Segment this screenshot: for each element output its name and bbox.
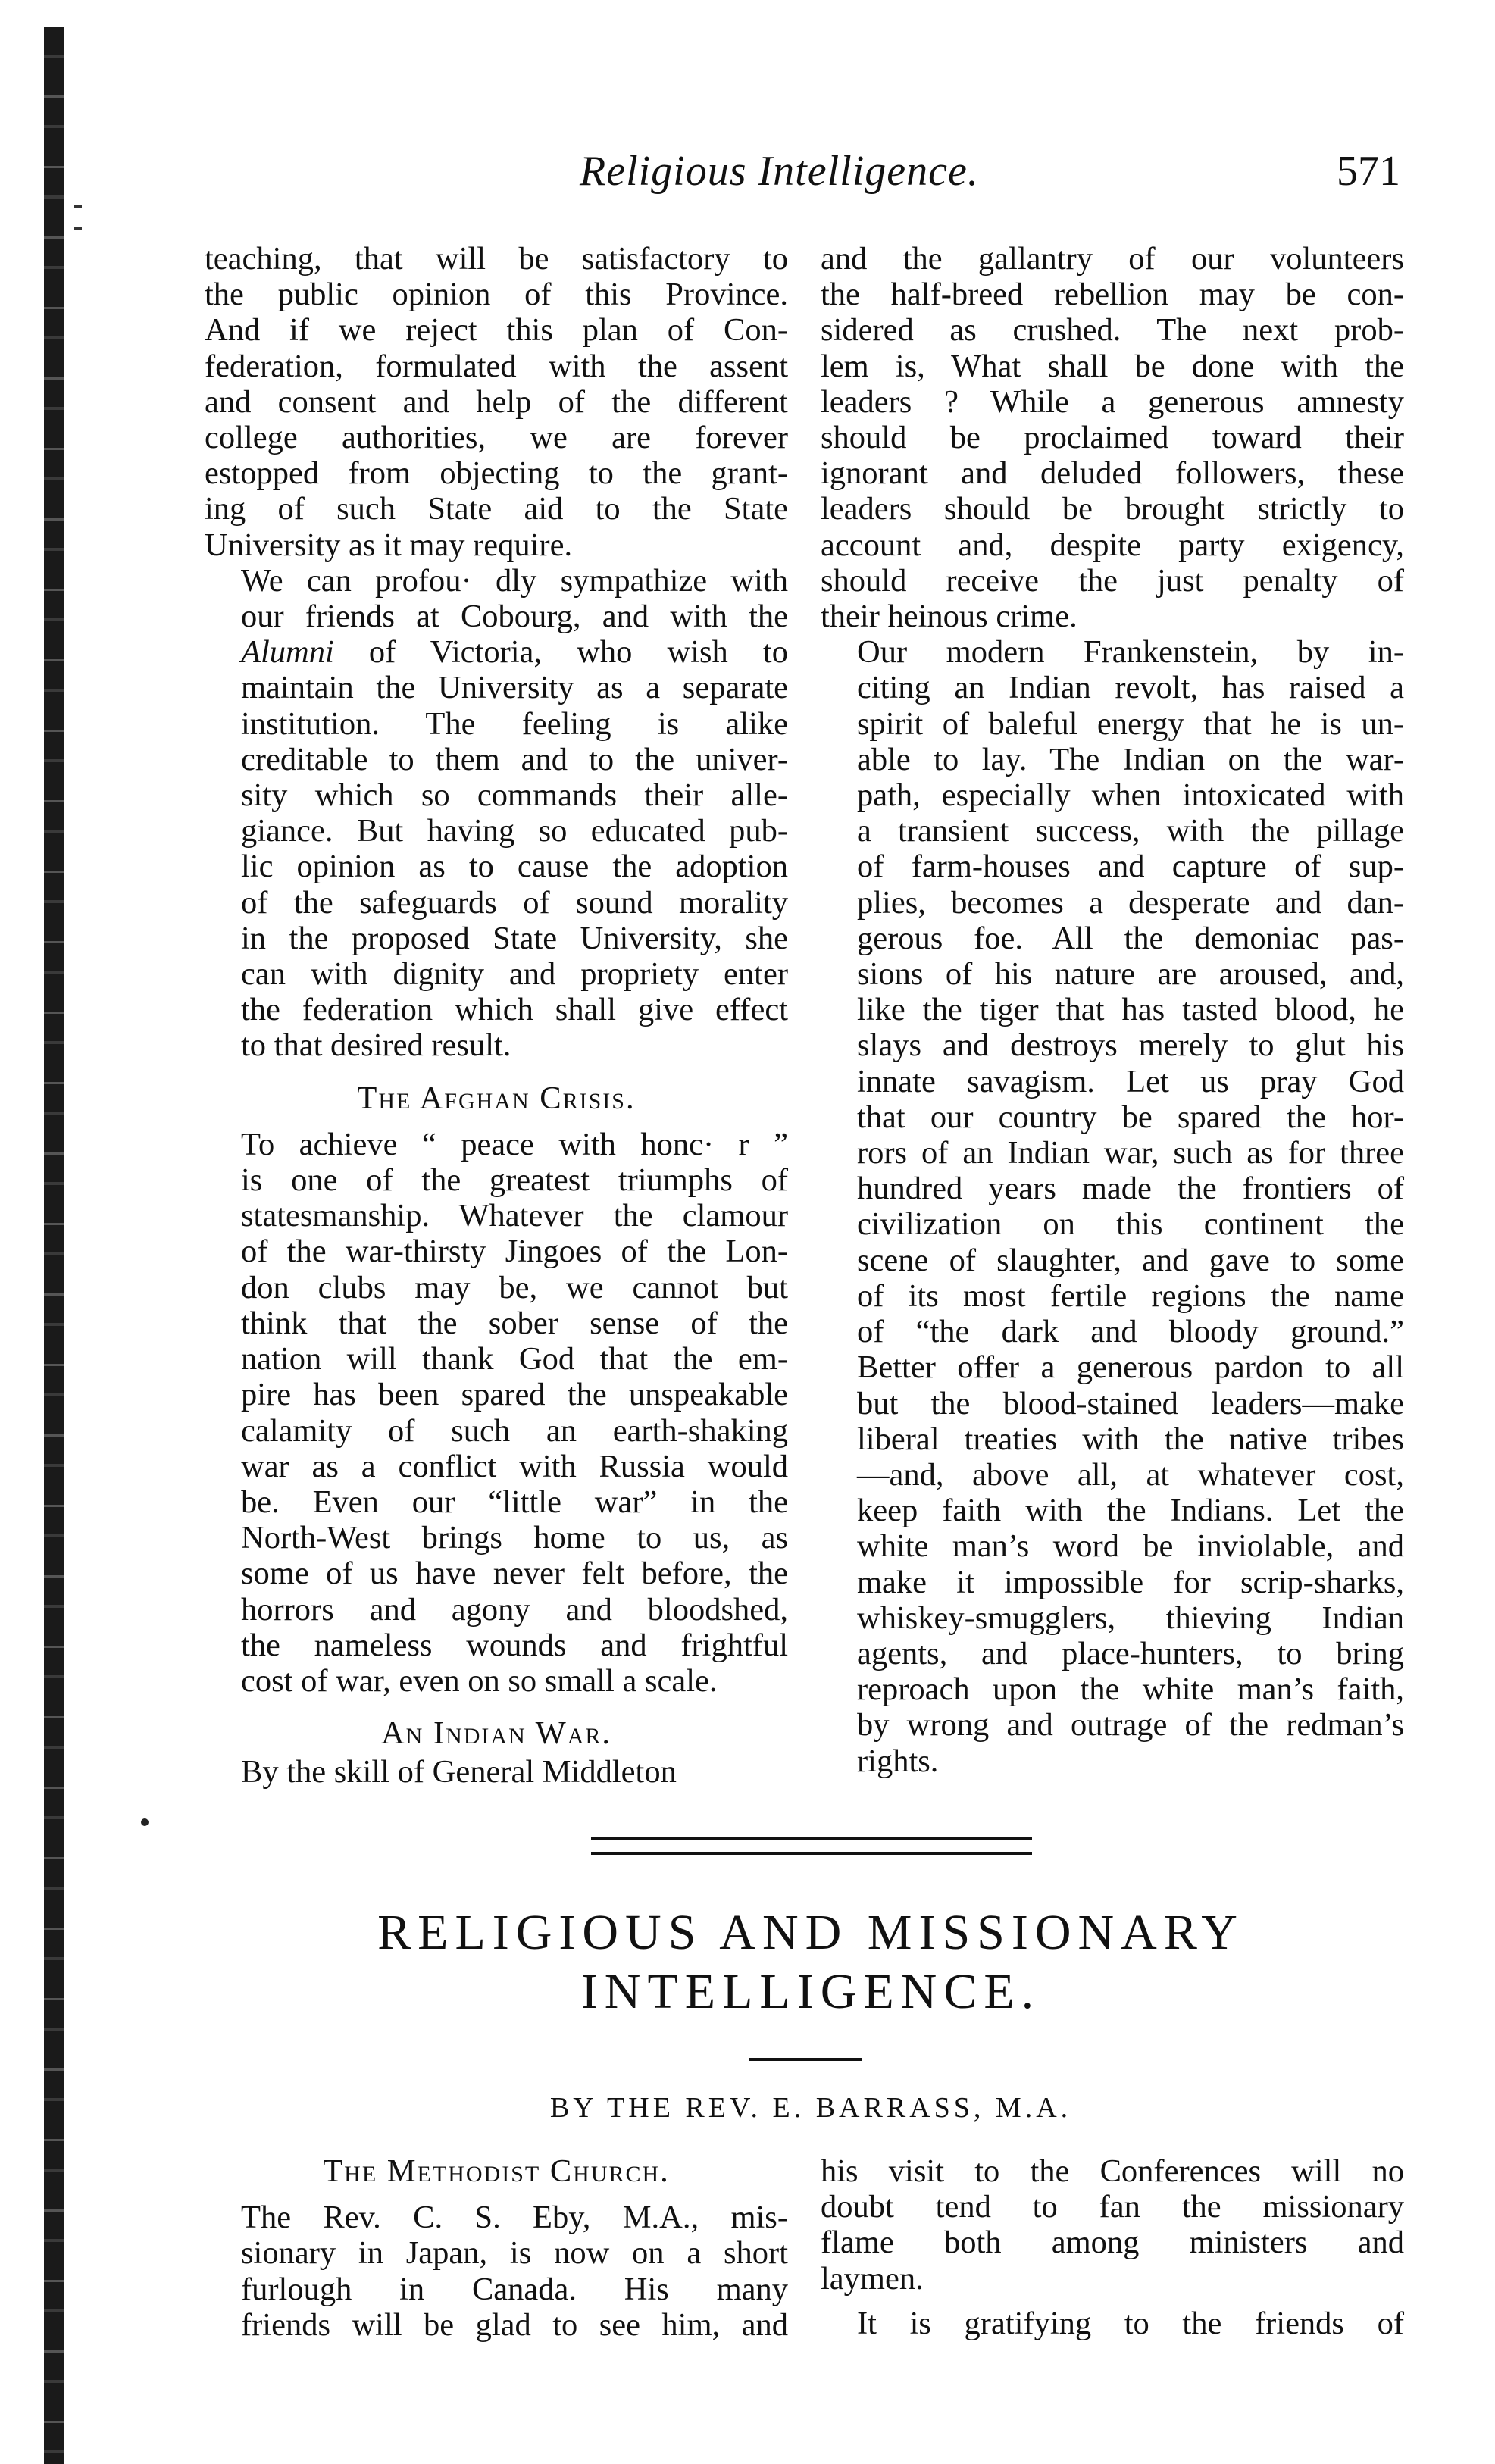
lower-left-column (205, 2153, 788, 2343)
text-line: the public opinion of this Province. (205, 277, 788, 313)
text-line: able to lay. The Indian on the war- (857, 741, 1404, 777)
spine-mark (74, 227, 82, 230)
text-line: the federation which shall give effect (241, 992, 788, 1028)
subheading-afghan-crisis: The Afghan Crisis. (357, 1080, 636, 1116)
text-line: sionary in Japan, is now on a short (241, 2235, 788, 2272)
page-header (205, 142, 1417, 203)
spine-mark (74, 205, 82, 208)
paragraph (821, 2153, 1404, 2297)
byline: BY THE REV. E. BARRASS, M.A. (549, 2092, 1072, 2124)
text-line: giance. But having so educated pub- (241, 813, 788, 849)
text-line: calamity of such an earth-shaking (241, 1412, 788, 1449)
text-line: North-West brings home to us, as (241, 1520, 788, 1556)
text-line: civilization on this continent the (857, 1206, 1404, 1243)
text-line: We can profou· dly sympathize with (241, 562, 788, 599)
text-line: innate savagism. Let us pray God (857, 1063, 1404, 1099)
paragraph (205, 1754, 788, 1790)
text-line: nation will thank God that the em- (241, 1341, 788, 1377)
text-line: Alumni of Victoria, who wish to (241, 634, 788, 671)
text-line: by wrong and outrage of the redman’s (857, 1707, 1404, 1743)
text-line: of farm-houses and capture of sup- (857, 849, 1404, 885)
text-line: path, especially when intoxicated with (857, 777, 1404, 814)
text-line: friends will be glad to see him, and (241, 2306, 788, 2343)
subheading-indian-war: An Indian War. (380, 1715, 612, 1752)
text-line: federation, formulated with the assent (205, 348, 788, 384)
text-line: whiskey-smugglers, thieving Indian (857, 1599, 1404, 1636)
margin-dot (141, 1818, 149, 1826)
text-line: don clubs may be, we cannot but (241, 1269, 788, 1305)
running-title: Religious Intelligence. (580, 148, 979, 195)
section-title (205, 1903, 1417, 2022)
text-line: Our modern Frankenstein, by in- (857, 634, 1404, 671)
text-line: institution. The feeling is alike (241, 705, 788, 742)
paragraph (821, 634, 1404, 1779)
text-line: sidered as crushed. The next prob- (821, 312, 1404, 349)
text-line: that our country be spared the hor- (857, 1099, 1404, 1135)
text-line: By the skill of General Middleton (241, 1754, 677, 1790)
text-line: his visit to the Conferences will no (821, 2153, 1404, 2189)
text-line: should receive the just penalty of (821, 562, 1404, 599)
text-line: furlough in Canada. His many (241, 2271, 788, 2307)
paragraph (205, 563, 788, 1064)
text-line: University as it may require. (205, 527, 573, 563)
text-line: and consent and help of the different (205, 383, 788, 420)
text-line: their heinous crime. (821, 599, 1077, 635)
text-line: leaders should be brought strictly to (821, 491, 1404, 527)
text-line: Better offer a generous pardon to all (857, 1349, 1404, 1386)
paragraph (205, 2200, 788, 2343)
text-line: creditable to them and to the univer- (241, 741, 788, 777)
text-line: horrors and agony and bloodshed, (241, 1591, 788, 1628)
text-line: of the safeguards of sound morality (241, 884, 788, 921)
text-line: cost of war, even on so small a scale. (241, 1662, 718, 1699)
text-line: a transient success, with the pillage (857, 813, 1404, 849)
text-line: hundred years made the frontiers of (857, 1171, 1404, 1207)
book-spine-edge (44, 27, 64, 2464)
upper-left-column (205, 241, 788, 1790)
text-line: the half-breed rebellion may be con- (821, 277, 1404, 313)
text-line: —and, above all, at whatever cost, (857, 1456, 1404, 1493)
text-line: the nameless wounds and frightful (241, 1627, 788, 1663)
text-line: ing of such State aid to the State (205, 491, 788, 527)
text-line: white man’s word be inviolable, and (857, 1528, 1404, 1565)
text-line: our friends at Cobourg, and with the (241, 599, 788, 635)
subheading-methodist-church: The Methodist Church. (323, 2153, 670, 2189)
text-line: reproach upon the white man’s faith, (857, 1671, 1404, 1708)
text-line: ignorant and deluded followers, these (821, 455, 1404, 492)
text-line: citing an Indian revolt, has raised a (857, 670, 1404, 706)
text-line: but the blood-stained leaders—make (857, 1385, 1404, 1421)
lower-right-column (821, 2153, 1404, 2341)
text-line: doubt tend to fan the missionary (821, 2189, 1404, 2225)
text-line: be. Even our “little war” in the (241, 1484, 788, 1520)
text-line: pire has been spared the unspeakable (241, 1377, 788, 1413)
text-line: like the tiger that has tasted blood, he (857, 992, 1404, 1028)
text-line: keep faith with the Indians. Let the (857, 1493, 1404, 1529)
upper-right-column (821, 241, 1404, 1779)
section-title-line: RELIGIOUS AND MISSIONARY (377, 1905, 1244, 1960)
text-line: to that desired result. (241, 1027, 511, 1064)
text-line: To achieve “ peace with honc· r ” (241, 1126, 788, 1162)
text-line: scene of slaughter, and gave to some (857, 1242, 1404, 1278)
text-line: maintain the University as a separate (241, 670, 788, 706)
paragraph (821, 241, 1404, 634)
text-line: make it impossible for scrip-sharks, (857, 1564, 1404, 1600)
text-line: spirit of baleful energy that he is un- (857, 705, 1404, 742)
text-line: flame both among ministers and (821, 2225, 1404, 2261)
text-line: liberal treaties with the native tribes (857, 1421, 1404, 1457)
text-line: estopped from objecting to the grant- (205, 455, 788, 492)
paragraph (205, 1127, 788, 1699)
text-line: rors of an Indian war, such as for three (857, 1135, 1404, 1171)
text-line: some of us have never felt before, the (241, 1556, 788, 1592)
text-line: of the war-thirsty Jingoes of the Lon- (241, 1234, 788, 1270)
text-line: is one of the greatest triumphs of (241, 1162, 788, 1199)
text-line: slays and destroys merely to glut his (857, 1027, 1404, 1064)
text-line: lem is, What shall be done with the (821, 348, 1404, 384)
text-line: can with dignity and propriety enter (241, 956, 788, 993)
text-line: of “the dark and bloody ground.” (857, 1314, 1404, 1350)
text-line: account and, despite party exigency, (821, 527, 1404, 563)
text-line: gerous foe. All the demoniac pas- (857, 920, 1404, 956)
paragraph (205, 241, 788, 563)
text-line: It is gratifying to the friends of (857, 2305, 1404, 2341)
page-number: 571 (1337, 148, 1400, 195)
text-line: war as a conflict with Russia would (241, 1448, 788, 1484)
text-line: lic opinion as to cause the adoption (241, 849, 788, 885)
section-title-line: INTELLIGENCE. (580, 1964, 1041, 2019)
text-line: teaching, that will be satisfactory to (205, 241, 788, 277)
text-line: sions of his nature are aroused, and, (857, 956, 1404, 993)
text-line: plies, becomes a desperate and dan- (857, 884, 1404, 921)
text-line: statesmanship. Whatever the clamour (241, 1198, 788, 1234)
text-line: college authorities, we are forever (205, 420, 788, 456)
text-line: think that the sober sense of the (241, 1305, 788, 1341)
text-line: agents, and place-hunters, to bring (857, 1635, 1404, 1671)
text-line: of its most fertile regions the name (857, 1277, 1404, 1314)
text-line: should be proclaimed toward their (821, 420, 1404, 456)
text-line: and the gallantry of our volunteers (821, 241, 1404, 277)
text-line: rights. (857, 1743, 939, 1779)
text-line: The Rev. C. S. Eby, M.A., mis- (241, 2200, 788, 2236)
text-line: leaders ? While a generous amnesty (821, 383, 1404, 420)
text-line: in the proposed State University, she (241, 920, 788, 956)
double-rule (591, 1837, 1032, 1855)
text-line: laymen. (821, 2260, 924, 2297)
paragraph (821, 2306, 1404, 2341)
text-line: sity which so commands their alle- (241, 777, 788, 814)
short-rule (749, 2058, 862, 2061)
text-line: And if we reject this plan of Con- (205, 312, 788, 349)
